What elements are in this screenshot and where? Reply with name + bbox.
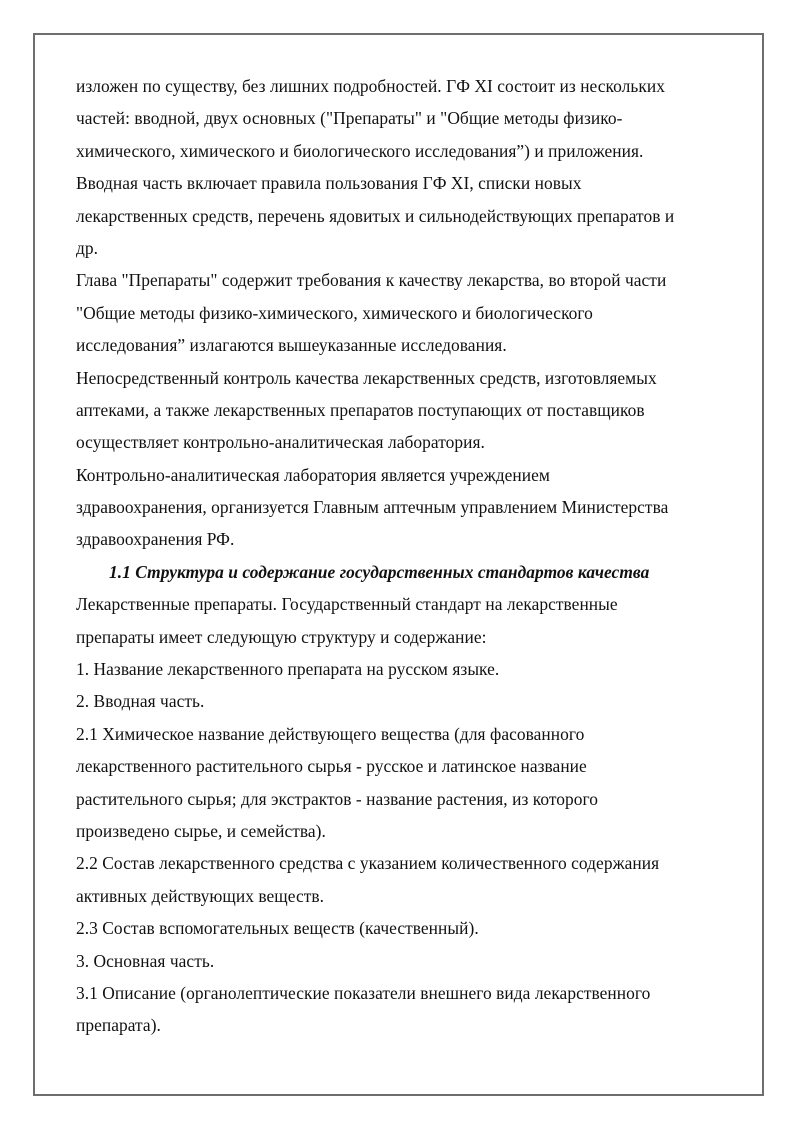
section-heading	[76, 556, 726, 588]
text-line: Вводная часть включает правила пользования ГФ XI, списки новых	[76, 173, 582, 194]
text-line: здравоохранения РФ.	[76, 529, 235, 550]
text-line: 3.1 Описание (органолептические показатели внешнего вида лекарственного	[76, 982, 651, 1003]
paragraph	[76, 847, 726, 912]
text-line: "Общие методы физико-химического, химического и биологического	[76, 302, 593, 323]
text-line: Глава "Препараты" содержит требования к качеству лекарства, во второй части	[76, 270, 667, 291]
text-line: активных действующих веществ.	[76, 885, 325, 906]
text-line: 2.2 Состав лекарственного средства с указанием количественного содержания	[76, 853, 660, 874]
text-line: здравоохранения, организуется Главным аптечным управлением Министерства	[76, 497, 669, 518]
paragraph	[76, 718, 726, 848]
heading-text: 1.1 Структура и содержание государственных стандартов качества	[109, 561, 650, 582]
text-line: произведено сырье, и семейства).	[76, 820, 326, 841]
paragraph	[76, 362, 726, 459]
text-line: лекарственного растительного сырья - русское и латинское название	[76, 756, 587, 777]
text-line: исследования” излагаются вышеуказанные исследования.	[76, 335, 507, 356]
text-line: растительного сырья; для экстрактов - название растения, из которого	[76, 788, 599, 809]
text-line: осуществляет контрольно-аналитическая лаборатория.	[76, 432, 485, 453]
text-line: изложен по существу, без лишних подробностей. ГФ XI состоит из нескольких	[76, 76, 665, 96]
paragraph	[76, 685, 726, 717]
text-line: Непосредственный контроль качества лекарственных средств, изготовляемых	[76, 367, 657, 388]
paragraph	[76, 588, 726, 653]
paragraph	[76, 70, 726, 167]
text-line: лекарственных средств, перечень ядовитых и сильнодействующих препаратов и	[76, 205, 675, 226]
text-line: химического, химического и биологического исследования”) и приложения.	[76, 140, 644, 161]
text-line: частей: вводной, двух основных ("Препараты" и "Общие методы физико-	[76, 108, 623, 129]
text-line: др.	[76, 237, 99, 258]
text-line: аптеками, а также лекарственных препаратов поступающих от поставщиков	[76, 399, 645, 420]
text-line: 3. Основная часть.	[76, 950, 215, 971]
paragraph	[76, 977, 726, 1042]
text-line: препараты имеет следующую структуру и содержание:	[76, 626, 487, 647]
paragraph	[76, 459, 726, 556]
paragraph	[76, 912, 726, 944]
text-line: Лекарственные препараты. Государственный стандарт на лекарственные	[76, 594, 618, 615]
text-line: Контрольно-аналитическая лаборатория является учреждением	[76, 464, 550, 485]
text-line: препарата).	[76, 1015, 161, 1036]
paragraph	[76, 945, 726, 977]
text-line: 2. Вводная часть.	[76, 691, 205, 712]
text-line: 1. Название лекарственного препарата на русском языке.	[76, 659, 500, 680]
document-body	[76, 70, 726, 1042]
paragraph	[76, 264, 726, 361]
text-line: 2.3 Состав вспомогательных веществ (качественный).	[76, 918, 479, 939]
paragraph	[76, 653, 726, 685]
text-line: 2.1 Химическое название действующего вещества (для фасованного	[76, 723, 585, 744]
paragraph	[76, 167, 726, 264]
